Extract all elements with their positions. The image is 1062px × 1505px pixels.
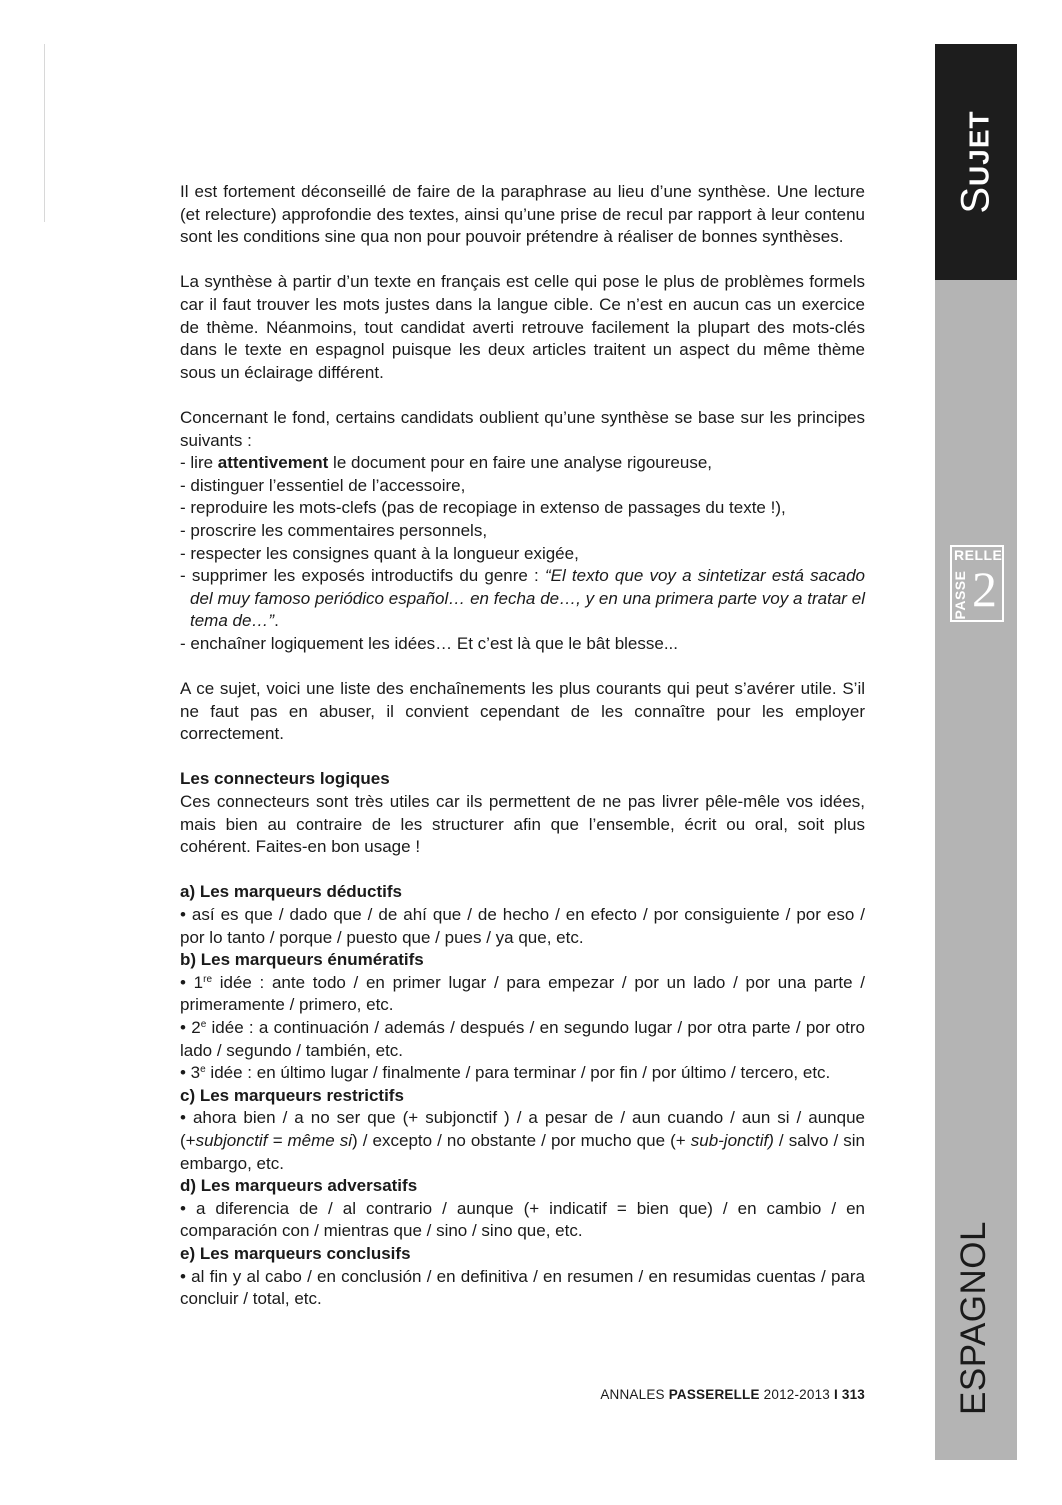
list-item: - proscrire les commentaires personnels, <box>180 520 488 540</box>
heading-conclusifs: e) Les marqueurs conclusifs <box>180 1243 411 1263</box>
paragraph-synthese-francais: La synthèse à partir d’un texte en français est celle qui pose le plus de problèmes formels car il faut trouver les mots justes dans la langue cible. Ce n’est en aucun cas un exercice de thème. Néanmoins, tout candidat averti retrouve facilement la plupart des mots-clés dans le texte en espagnol puisque les deux articles traitent un aspect du même thème sous un éclairage différent. <box>180 272 865 382</box>
list-item: • 2e idée : a continuación / además / después / en segundo lugar / por otra parte / por otro lado / segundo / también, etc. <box>180 1017 865 1060</box>
list-item: - reproduire les mots-clefs (pas de recopiage in extenso de passages du texte !), <box>180 498 786 518</box>
heading-enumeratifs: b) Les marqueurs énumératifs <box>180 950 424 970</box>
main-text <box>180 181 865 1311</box>
page-number: I 313 <box>833 1387 865 1402</box>
heading-deductifs: a) Les marqueurs déductifs <box>180 882 403 902</box>
list-item: • a diferencia de / al contrario / aunque (+ indicatif = bien que) / en cambio / en comparación con / mientras que / sino / sino que, etc. <box>180 1198 865 1241</box>
passerelle-logo: RELLE PASSE 2 <box>950 545 1004 622</box>
subject-label: ESPAGNOL <box>954 1221 993 1415</box>
paragraph-connecteurs: Ces connecteurs sont très utiles car ils permettent de ne pas livrer pêle-mêle vos idées, mais bien au contraire de les structurer afin que l’ensemble, écrit ou oral, soit plus cohérent. Faites-en bon usage ! <box>180 792 865 857</box>
margin-rule <box>44 44 45 222</box>
heading-connecteurs: Les connecteurs logiques <box>180 769 390 789</box>
heading-restrictifs: c) Les marqueurs restrictifs <box>180 1085 404 1105</box>
list-item: • ahora bien / a no ser que (+ subjonctif ) / a pesar de / aun cuando / aun si / aunque (+subjonctif = même si) / excepto / no obstante / por mucho que (+ sub-jonctif) / salvo / sin embargo, etc. <box>180 1108 865 1173</box>
list-item: • 1re idée : ante todo / en primer lugar / para empezar / por un lado / por una parte / primeramente / primero, etc. <box>180 972 865 1015</box>
paragraph-enchainements: A ce sujet, voici une liste des enchaînements les plus courants qui peut s’avérer utile. S’il ne faut pas en abuser, il convient cependant de les connaître pour les employer correctement. <box>180 679 865 744</box>
list-item: • al fin y al cabo / en conclusión / en definitiva / en resumen / en resumidas cuentas / para concluir / total, etc. <box>180 1266 865 1309</box>
list-item: - supprimer les exposés introductifs du genre : “El texto que voy a sintetizar está sacado del muy famoso periódico español… en fecha de…, y en una primera parte voy a tratar el tema de…”. <box>180 566 866 631</box>
list-item: - enchaîner logiquement les idées… Et c’est là que le bât blesse... <box>180 633 679 653</box>
paragraph-paraphrase: Il est fortement déconseillé de faire de la paraphrase au lieu d’une synthèse. Une lecture (et relecture) approfondie des textes, ainsi qu’une prise de recul par rapport à leur contenu sont les conditions sine qua non pour pouvoir prétendre à réaliser de bonnes synthèses. <box>180 182 865 247</box>
section-label: SUJET <box>953 110 998 214</box>
heading-adversatifs: d) Les marqueurs adversatifs <box>180 1176 418 1196</box>
list-item: - distinguer l’essentiel de l’accessoire, <box>180 475 466 495</box>
list-item: • así es que / dado que / de ahí que / de hecho / en efecto / por consiguiente / por eso / por lo tanto / porque / puesto que / pues / ya que, etc. <box>180 905 865 947</box>
list-item: • 3e idée : en último lugar / finalmente / para terminar / por fin / por último / tercero, etc. <box>180 1063 831 1083</box>
page-footer: ANNALES PASSERELLE 2012-2013 I 313 <box>600 1387 865 1402</box>
paragraph-principes-intro: Concernant le fond, certains candidats oublient qu’une synthèse se base sur les principes suivants : <box>180 407 865 450</box>
list-item: - respecter les consignes quant à la longueur exigée, <box>180 543 579 563</box>
list-item: - lire attentivement le document pour en faire une analyse rigoureuse, <box>180 453 712 473</box>
